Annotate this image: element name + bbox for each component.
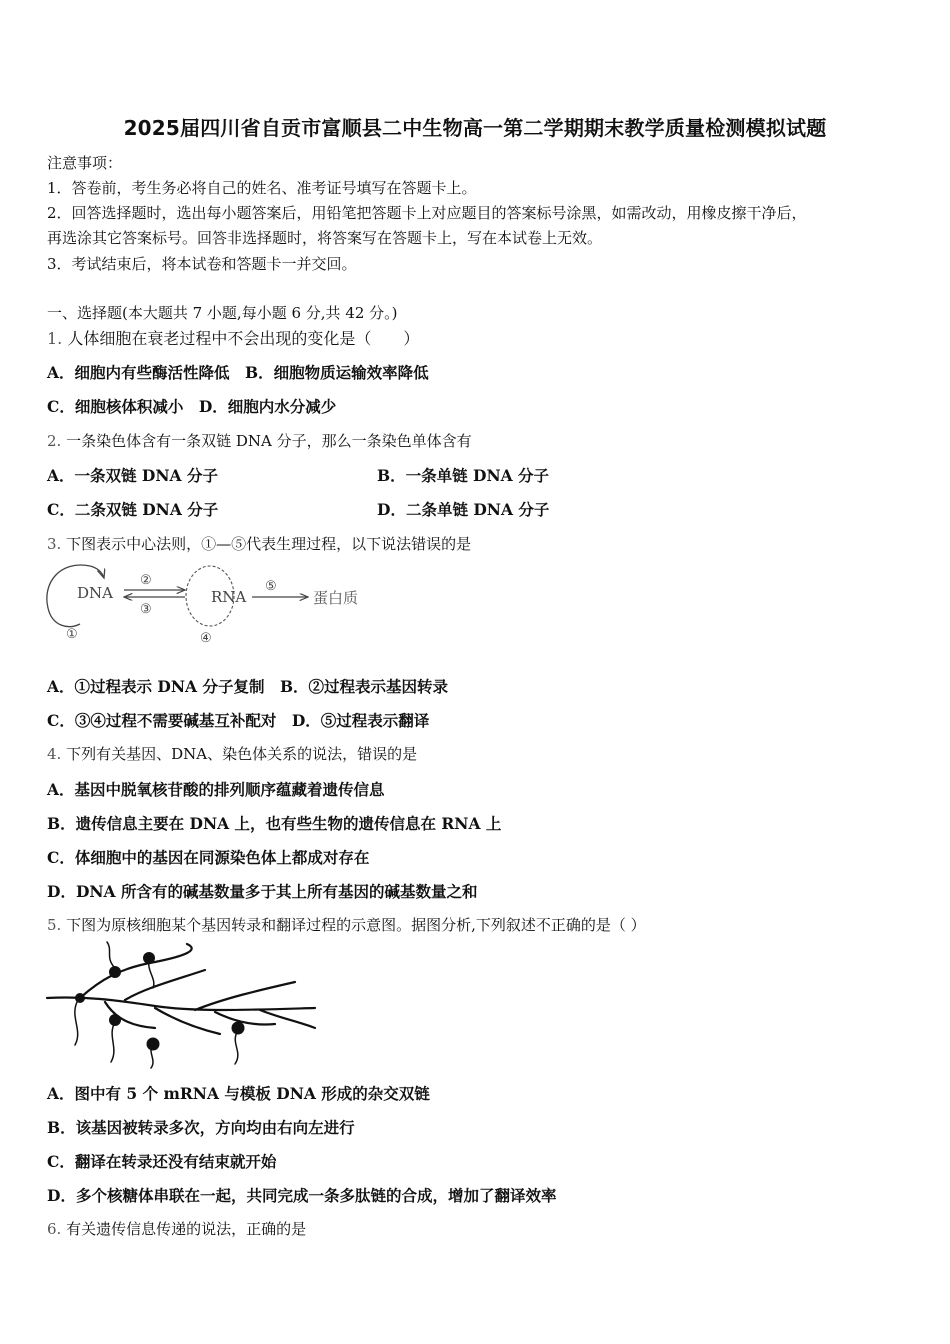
question-5 — [47, 914, 646, 935]
replication-arrow — [90, 566, 104, 578]
notice-item-2: 2．回答选择题时，选出每小题答案后，用铅笔把答题卡上对应题目的答案标号涂黑，如需改动，用橡皮擦干净后， — [47, 204, 807, 222]
question-stem: 下图表示中心法则，①—⑤代表生理过程，以下说法错误的是 — [66, 535, 472, 553]
ribosome — [147, 1038, 160, 1051]
notice-item-1: 1．答卷前，考生务必将自己的姓名、准考证号填写在答题卡上。 — [47, 179, 477, 197]
question-number: 6. — [47, 1220, 62, 1238]
question-number: 2. — [47, 432, 62, 450]
mrna-strand — [125, 970, 205, 1000]
q4-option-a: A．基因中脱氧核苷酸的排列顺序蕴藏着遗传信息 — [47, 780, 385, 799]
question-number: 4. — [47, 745, 62, 763]
page-title: 2025届四川省自贡市富顺县二中生物高一第二学期期末教学质量检测模拟试题 — [123, 116, 827, 140]
question-4 — [47, 743, 417, 764]
question-number: 1. — [47, 329, 63, 348]
q4-option-b: B．遗传信息主要在 DNA 上，也有些生物的遗传信息在 RNA 上 — [47, 814, 502, 833]
question-stem: 有关遗传信息传递的说法，正确的是 — [66, 1220, 307, 1238]
question-3 — [47, 533, 471, 554]
q4-option-c: C．体细胞中的基因在同源染色体上都成对存在 — [47, 848, 370, 867]
ribosome — [143, 952, 155, 964]
q4-option-d: D．DNA 所含有的碱基数量多于其上所有基因的碱基数量之和 — [47, 882, 478, 901]
q1-option-ab: A．细胞内有些酶活性降低 B．细胞物质运输效率降低 — [47, 363, 429, 382]
q2-option-a: A．一条双链 DNA 分子 — [47, 466, 218, 485]
q2-option-b: B．一条单链 DNA 分子 — [377, 466, 550, 485]
central-dogma-diagram — [40, 558, 380, 648]
notice-item-2-cont: 再选涂其它答案标号。回答非选择题时，将答案写在答题卡上，写在本试卷上无效。 — [47, 229, 603, 247]
ribosome — [109, 966, 121, 978]
question-stem: 下列有关基因、DNA、染色体关系的说法，错误的是 — [66, 745, 418, 763]
polypeptide — [75, 1002, 78, 1045]
question-6 — [47, 1218, 306, 1239]
notice-item-3: 3．考试结束后，将本试卷和答题卡一并交回。 — [47, 255, 357, 273]
q3-option-cd: C．③④过程不需要碱基互补配对 D．⑤过程表示翻译 — [47, 711, 430, 730]
question-2 — [47, 430, 472, 451]
section-heading: 一、选择题(本大题共 7 小题,每小题 6 分,共 42 分。) — [47, 304, 398, 322]
notice-heading: 注意事项： — [47, 154, 123, 172]
polypeptide — [235, 1032, 238, 1064]
question-stem: 一条染色体含有一条双链 DNA 分子，那么一条染色单体含有 — [66, 432, 472, 450]
polypeptide — [111, 1022, 115, 1062]
transcription-translation-diagram — [45, 940, 320, 1070]
ribosome — [232, 1022, 245, 1035]
mrna-strand — [215, 1012, 275, 1025]
question-1 — [47, 326, 419, 349]
q2-option-c: C．二条双链 DNA 分子 — [47, 500, 219, 519]
q1-option-cd: C．细胞核体积减小 D．细胞内水分减少 — [47, 397, 337, 416]
q2-option-d: D．二条单链 DNA 分子 — [377, 500, 550, 519]
ribosome — [109, 1014, 121, 1026]
q3-option-ab: A．①过程表示 DNA 分子复制 B．②过程表示基因转录 — [47, 677, 449, 696]
process-5-label: ⑤ — [265, 579, 277, 594]
process-3-label: ③ — [140, 602, 152, 617]
process-1-label: ① — [66, 627, 78, 642]
q5-option-d: D．多个核糖体串联在一起，共同完成一条多肽链的合成，增加了翻译效率 — [47, 1186, 557, 1205]
question-number: 3. — [47, 535, 62, 553]
process-2-label: ② — [140, 573, 152, 588]
dna-strand — [47, 997, 315, 1010]
dna-label: DNA — [77, 584, 113, 602]
q5-option-c: C．翻译在转录还没有结束就开始 — [47, 1152, 277, 1171]
question-stem: 人体细胞在衰老过程中不会出现的变化是（ ） — [67, 329, 420, 348]
mrna-strand — [155, 1008, 220, 1034]
protein-label: 蛋白质 — [313, 589, 359, 607]
mrna-strand — [80, 944, 192, 998]
ribosome — [75, 993, 85, 1003]
rna-label: RNA — [211, 588, 247, 606]
question-number: 5. — [47, 916, 62, 934]
process-4-label: ④ — [200, 631, 212, 646]
question-stem: 下图为原核细胞某个基因转录和翻译过程的示意图。据图分析,下列叙述不正确的是（ ） — [66, 916, 646, 934]
polypeptide — [107, 942, 115, 968]
mrna-strand — [195, 982, 295, 1010]
q5-option-b: B．该基因被转录多次，方向均由右向左进行 — [47, 1118, 355, 1137]
q5-option-a: A．图中有 5 个 mRNA 与模板 DNA 形成的杂交双链 — [47, 1084, 430, 1103]
